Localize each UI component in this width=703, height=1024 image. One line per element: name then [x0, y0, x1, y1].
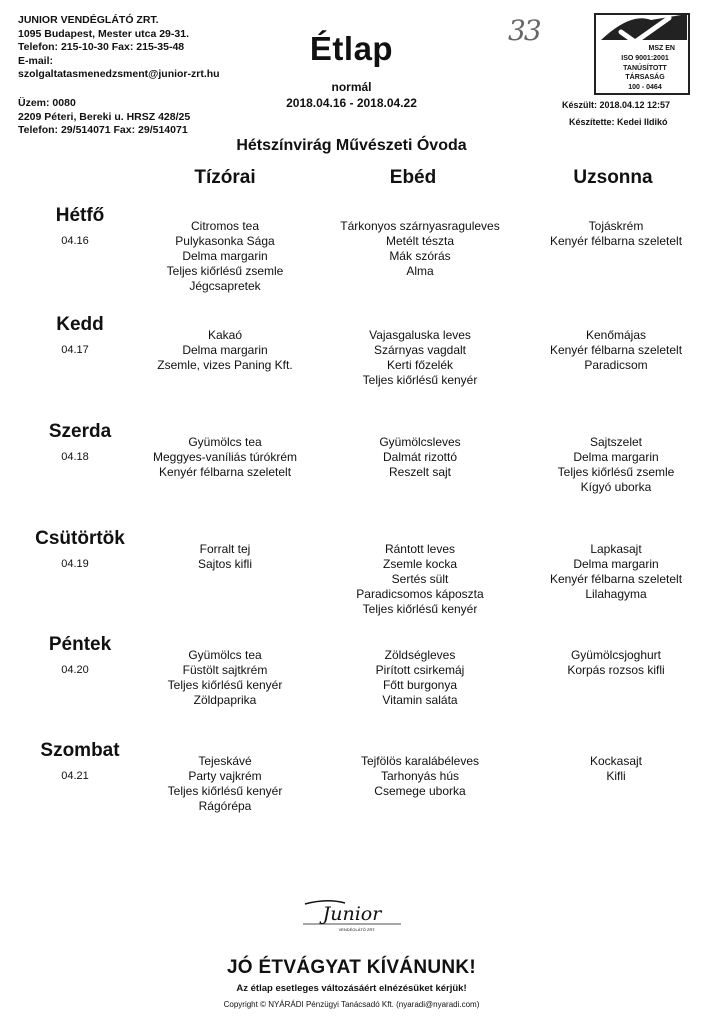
menu-item: Delma margarin: [573, 450, 659, 464]
menu-item: Jégcsapretek: [189, 279, 261, 293]
menu-item: Teljes kiőrlésű kenyér: [167, 678, 283, 692]
menu-item: Kenőmájas: [585, 328, 647, 342]
menu-cell-tizorai: [115, 435, 335, 480]
menu-cell-ebed: [310, 435, 530, 480]
iso-stamp-line: TANÚSÍTOTT: [623, 65, 667, 72]
iso-stamp-line: TÁRSASÁG: [625, 74, 665, 81]
closing-message: JÓ ÉTVÁGYAT KÍVÁNUNK!: [226, 957, 477, 978]
menu-item: Kerti főzelék: [386, 358, 454, 372]
day-name: Kedd: [56, 314, 104, 335]
day-name: Szombat: [40, 740, 120, 761]
day-date: 04.21: [61, 770, 89, 782]
company-email: szolgaltatasmenedzsment@junior-zrt.hu: [18, 68, 220, 80]
created-date: Készült: 2018.04.12 12:57: [562, 100, 671, 110]
menu-item: Tarhonyás hús: [380, 769, 460, 783]
day-date: 04.18: [61, 451, 89, 463]
company-name: JUNIOR VENDÉGLÁTÓ ZRT.: [18, 14, 159, 26]
copyright: Copyright © NYÁRÁDI Pénzügyi Tanácsadó Kft. (nyaradi@nyaradi.com): [223, 1000, 480, 1009]
menu-item: Kenyér félbarna szeletelt: [549, 572, 683, 586]
menu-item: Tejeskávé: [198, 754, 252, 768]
menu-item: Alma: [406, 264, 434, 278]
day-date: 04.19: [61, 558, 89, 570]
menu-item: Gyümölcs tea: [188, 435, 262, 449]
menu-item: Kenyér félbarna szeletelt: [158, 465, 292, 479]
junior-logo-icon: [297, 898, 407, 934]
menu-item: Vitamin saláta: [382, 693, 458, 707]
menu-item: Zöldségleves: [384, 648, 456, 662]
menu-item: Gyümölcsjoghurt: [570, 648, 662, 662]
menu-item: Sajtszelet: [589, 435, 643, 449]
menu-item: Kenyér félbarna szeletelt: [549, 234, 683, 248]
menu-item: Kifli: [606, 769, 626, 783]
menu-item: Tárkonyos szárnyasraguleves: [340, 219, 500, 233]
company-address: 1095 Budapest, Mester utca 29-31.: [18, 27, 189, 40]
menu-item: Forralt tej: [199, 542, 251, 556]
menu-item: Lapkasajt: [590, 542, 642, 556]
menu-item: Rántott leves: [384, 542, 456, 556]
menu-cell-tizorai: [115, 648, 335, 708]
menu-item: Rágórépa: [198, 799, 252, 813]
menu-item: Füstölt sajtkrém: [182, 663, 268, 677]
menu-cell-tizorai: [115, 754, 335, 814]
menu-item: Teljes kiőrlésű kenyér: [362, 602, 478, 616]
menu-item: Teljes kiőrlésű kenyér: [362, 373, 478, 387]
logo-text: Junior: [322, 903, 381, 925]
school-name: Hétszínvirág Művészeti Óvoda: [236, 137, 467, 154]
menu-cell-uzsonna: [506, 328, 703, 373]
plant-phone: Telefon: 29/514071 Fax: 29/514071: [18, 124, 188, 136]
iso-certification-stamp-icon: [591, 10, 693, 98]
day-date: 04.16: [61, 235, 89, 247]
menu-item: Vajasgaluska leves: [369, 328, 471, 342]
company-phone: Telefon: 215-10-30 Fax: 215-35-48: [18, 41, 185, 53]
menu-cell-tizorai: [115, 542, 335, 572]
menu-cell-ebed: [310, 328, 530, 388]
logo-subtext: VENDÉGLÁTÓ ZRT.: [338, 927, 375, 932]
menu-item: Kígyó uborka: [580, 480, 652, 494]
menu-item: Zsemle kocka: [382, 557, 458, 571]
menu-item: Delma margarin: [182, 249, 268, 263]
junior-logo: [0, 898, 703, 939]
menu-item: Kockasajt: [589, 754, 643, 768]
menu-cell-uzsonna: [506, 754, 703, 784]
menu-item: Szárnyas vagdalt: [373, 343, 467, 357]
menu-cell-uzsonna: [506, 648, 703, 678]
menu-item: Paradicsomos káposzta: [356, 587, 484, 601]
day-name: Szerda: [48, 421, 112, 442]
plant-id: Üzem: 0080: [18, 97, 76, 109]
menu-cell-ebed: [310, 219, 530, 279]
column-header-tizorai: Tízórai: [194, 167, 256, 188]
menu-item: Gyümölcs tea: [188, 648, 262, 662]
menu-item: Party vajkrém: [188, 769, 262, 783]
menu-item: Sertés sült: [391, 572, 449, 586]
menu-item: Zsemle, vizes Paning Kft.: [157, 358, 293, 372]
handwritten-number: 33: [508, 14, 540, 47]
menu-item: Zöldpaprika: [193, 693, 257, 707]
menu-item: Tojáskrém: [588, 219, 644, 233]
menu-cell-uzsonna: [506, 435, 703, 495]
menu-item: Csemege uborka: [374, 784, 466, 798]
menu-item: Meggyes-vaníliás túrókrém: [152, 450, 298, 464]
menu-item: Teljes kiőrlésű zsemle: [557, 465, 675, 479]
created-by: Készítette: Kedei Ildikó: [569, 117, 668, 127]
menu-item: Kenyér félbarna szeletelt: [549, 343, 683, 357]
menu-cell-ebed: [310, 542, 530, 617]
page-title: Étlap: [309, 30, 394, 67]
menu-item: Mák szórás: [389, 249, 451, 263]
menu-item: Delma margarin: [182, 343, 268, 357]
iso-stamp-line: 100 - 0464: [628, 84, 662, 91]
menu-cell-tizorai: [115, 328, 335, 373]
menu-item: Kakaó: [207, 328, 243, 342]
menu-item: Reszelt sajt: [388, 465, 452, 479]
menu-item: Lilahagyma: [585, 587, 647, 601]
menu-item: Sajtos kifli: [197, 557, 253, 571]
menu-item: Teljes kiőrlésű zsemle: [166, 264, 284, 278]
column-header-ebed: Ebéd: [389, 167, 437, 188]
menu-cell-tizorai: [115, 219, 335, 294]
company-email-label: E-mail:: [18, 54, 54, 67]
menu-item: Korpás rozsos kifli: [567, 663, 665, 677]
plant-address: 2209 Péteri, Bereki u. HRSZ 428/25: [18, 110, 191, 123]
day-name: Péntek: [48, 634, 112, 655]
menu-item: Paradicsom: [584, 358, 648, 372]
menu-item: Dalmát rizottó: [382, 450, 458, 464]
menu-item: Delma margarin: [573, 557, 659, 571]
menu-cell-ebed: [310, 648, 530, 708]
menu-cell-uzsonna: [506, 542, 703, 602]
menu-item: Teljes kiőrlésű kenyér: [167, 784, 283, 798]
day-date: 04.17: [61, 344, 89, 356]
change-note: Az étlap esetleges változásáért elnézésüket kérjük!: [236, 983, 467, 994]
column-header-uzsonna: Uzsonna: [573, 167, 653, 188]
iso-stamp-line: MSZ EN: [648, 45, 675, 52]
day-name: Hétfő: [55, 205, 105, 226]
menu-item: Pirított csirkemáj: [375, 663, 465, 677]
menu-item: Gyümölcsleves: [379, 435, 461, 449]
day-date: 04.20: [61, 664, 89, 676]
date-range: 2018.04.16 - 2018.04.22: [286, 96, 417, 110]
day-name: Csütörtök: [35, 528, 125, 549]
menu-type: normál: [331, 80, 372, 94]
menu-item: Metélt tészta: [385, 234, 455, 248]
iso-stamp-line: ISO 9001:2001: [621, 55, 669, 62]
menu-item: Tejfölös karalábéleves: [360, 754, 480, 768]
menu-item: Citromos tea: [190, 219, 260, 233]
menu-item: Főtt burgonya: [382, 678, 458, 692]
menu-cell-uzsonna: [506, 219, 703, 249]
menu-cell-ebed: [310, 754, 530, 799]
menu-item: Pulykasonka Sága: [175, 234, 275, 248]
